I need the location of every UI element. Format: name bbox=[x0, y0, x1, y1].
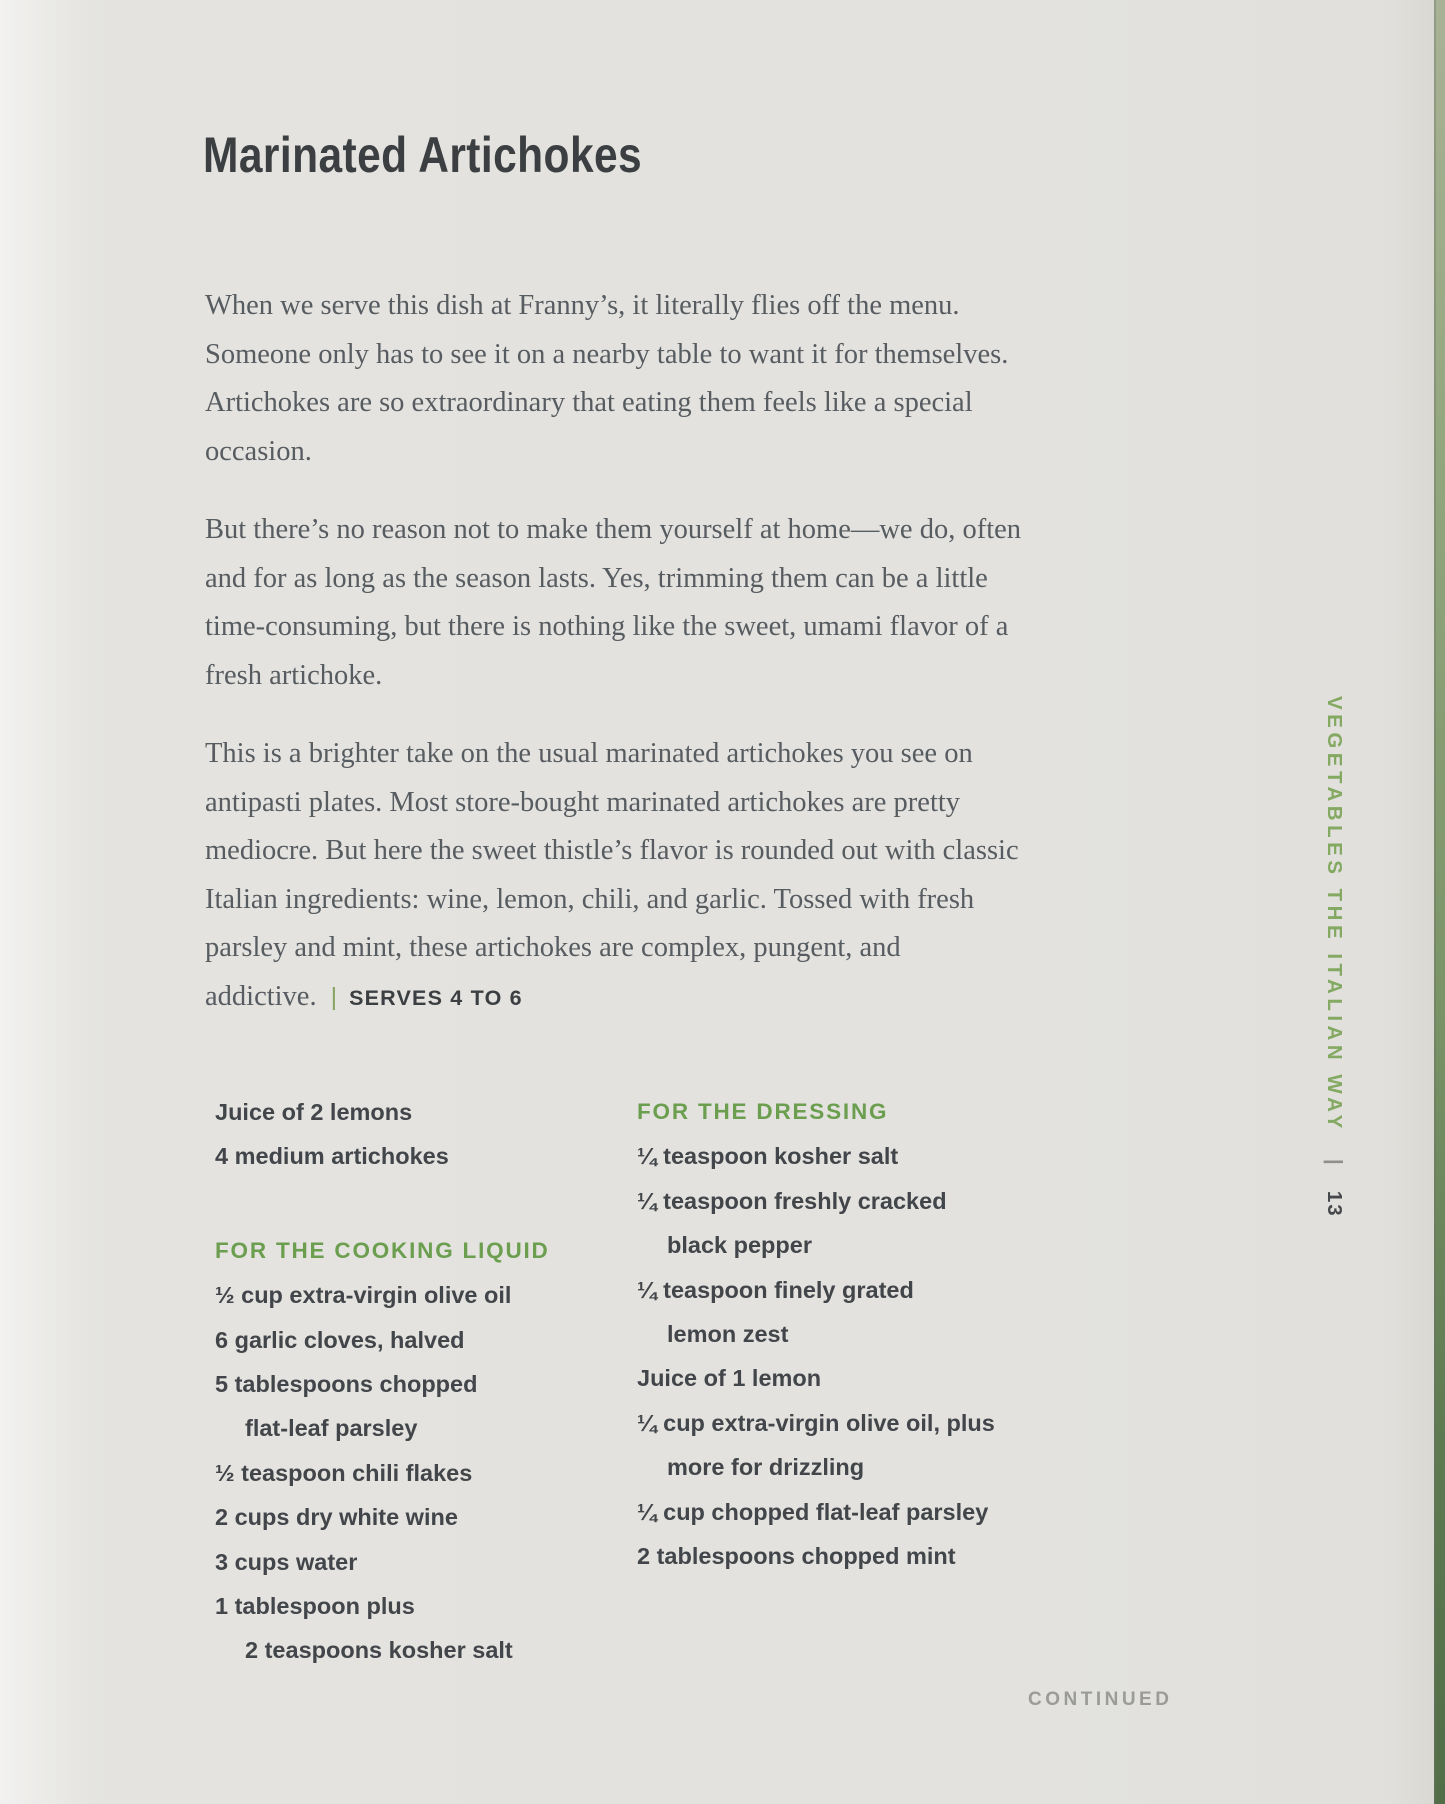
page-gutter-shading bbox=[0, 0, 95, 1804]
serves-label: SERVES 4 TO 6 bbox=[349, 985, 523, 1010]
ingredient-line: ¼ teaspoon kosher salt bbox=[637, 1143, 899, 1170]
dressing-heading: FOR THE DRESSING bbox=[637, 1099, 889, 1124]
ingredient-line-continuation: flat-leaf parsley bbox=[245, 1415, 418, 1442]
ingredient-line: ¼ cup chopped flat-leaf parsley bbox=[637, 1498, 989, 1525]
ingredient-line: ¼ teaspoon finely grated bbox=[637, 1276, 914, 1303]
sidebar-separator: | bbox=[1323, 1158, 1346, 1165]
ingredients-right-column bbox=[637, 1090, 1147, 1578]
ingredients-spacer bbox=[215, 1179, 635, 1229]
sidebar-page-number: 13 bbox=[1323, 1190, 1346, 1218]
ingredients-left-column bbox=[215, 1090, 635, 1673]
ingredient-line: ¼ teaspoon freshly cracked bbox=[637, 1187, 947, 1214]
cooking-liquid-heading: FOR THE COOKING LIQUID bbox=[215, 1237, 550, 1263]
ingredient-line: Juice of 2 lemons bbox=[215, 1099, 413, 1125]
ingredient-line: ¼ cup extra-virgin olive oil, plus bbox=[637, 1409, 995, 1436]
intro-paragraph-1: When we serve this dish at Franny’s, it literally flies off the menu. Someone only has to see it on a nearby table to want it for themselves. Artichokes are so extraordinary that eating them feels like a special occasion. bbox=[205, 290, 1009, 467]
sidebar-vertical-text bbox=[1322, 696, 1346, 1218]
intro-paragraph-3 bbox=[205, 730, 1035, 1022]
serves-separator: | bbox=[330, 982, 338, 1011]
book-edge-green-strip bbox=[1434, 0, 1445, 1804]
recipe-introduction bbox=[205, 282, 1035, 1052]
recipe-title: Marinated Artichokes bbox=[203, 127, 643, 183]
ingredient-line-continuation: lemon zest bbox=[667, 1321, 789, 1348]
continued-label: CONTINUED bbox=[1028, 1689, 1173, 1710]
ingredient-line: 6 garlic cloves, halved bbox=[215, 1326, 465, 1353]
ingredient-line-continuation: black pepper bbox=[667, 1232, 812, 1259]
ingredient-line: 4 medium artichokes bbox=[215, 1143, 449, 1170]
ingredient-line: 2 tablespoons chopped mint bbox=[637, 1543, 956, 1570]
ingredient-line: 3 cups water bbox=[215, 1548, 358, 1575]
ingredient-line: ½ cup extra-virgin olive oil bbox=[215, 1282, 512, 1309]
intro-paragraph-3-text: This is a brighter take on the usual marinated artichokes you see on antipasti plates. Most store-bought marinated artichokes are pretty mediocre. But here the sweet thistle’s flavor is rounded out with classic Italian ingredients: wine, lemon, chili, and garlic. Tossed with fresh parsley and mint, these artichokes are complex, pungent, and addictive. bbox=[205, 738, 1019, 1012]
ingredient-line: 1 tablespoon plus bbox=[215, 1593, 415, 1620]
ingredient-line: 5 tablespoons chopped bbox=[215, 1371, 478, 1398]
ingredient-line: Juice of 1 lemon bbox=[637, 1365, 822, 1392]
ingredient-line: 2 cups dry white wine bbox=[215, 1504, 458, 1531]
sidebar-section-label: VEGETABLES THE ITALIAN WAY bbox=[1323, 696, 1346, 1133]
ingredient-line-continuation: more for drizzling bbox=[667, 1454, 865, 1481]
intro-paragraph-2: But there’s no reason not to make them yourself at home—we do, often and for as long as the season lasts. Yes, trimming them can be a little time-consuming, but there is nothing like the sweet, umami flavor of a fresh artichoke. bbox=[205, 514, 1022, 691]
ingredient-line: ½ teaspoon chili flakes bbox=[215, 1459, 473, 1486]
ingredient-line-continuation: 2 teaspoons kosher salt bbox=[245, 1637, 513, 1664]
